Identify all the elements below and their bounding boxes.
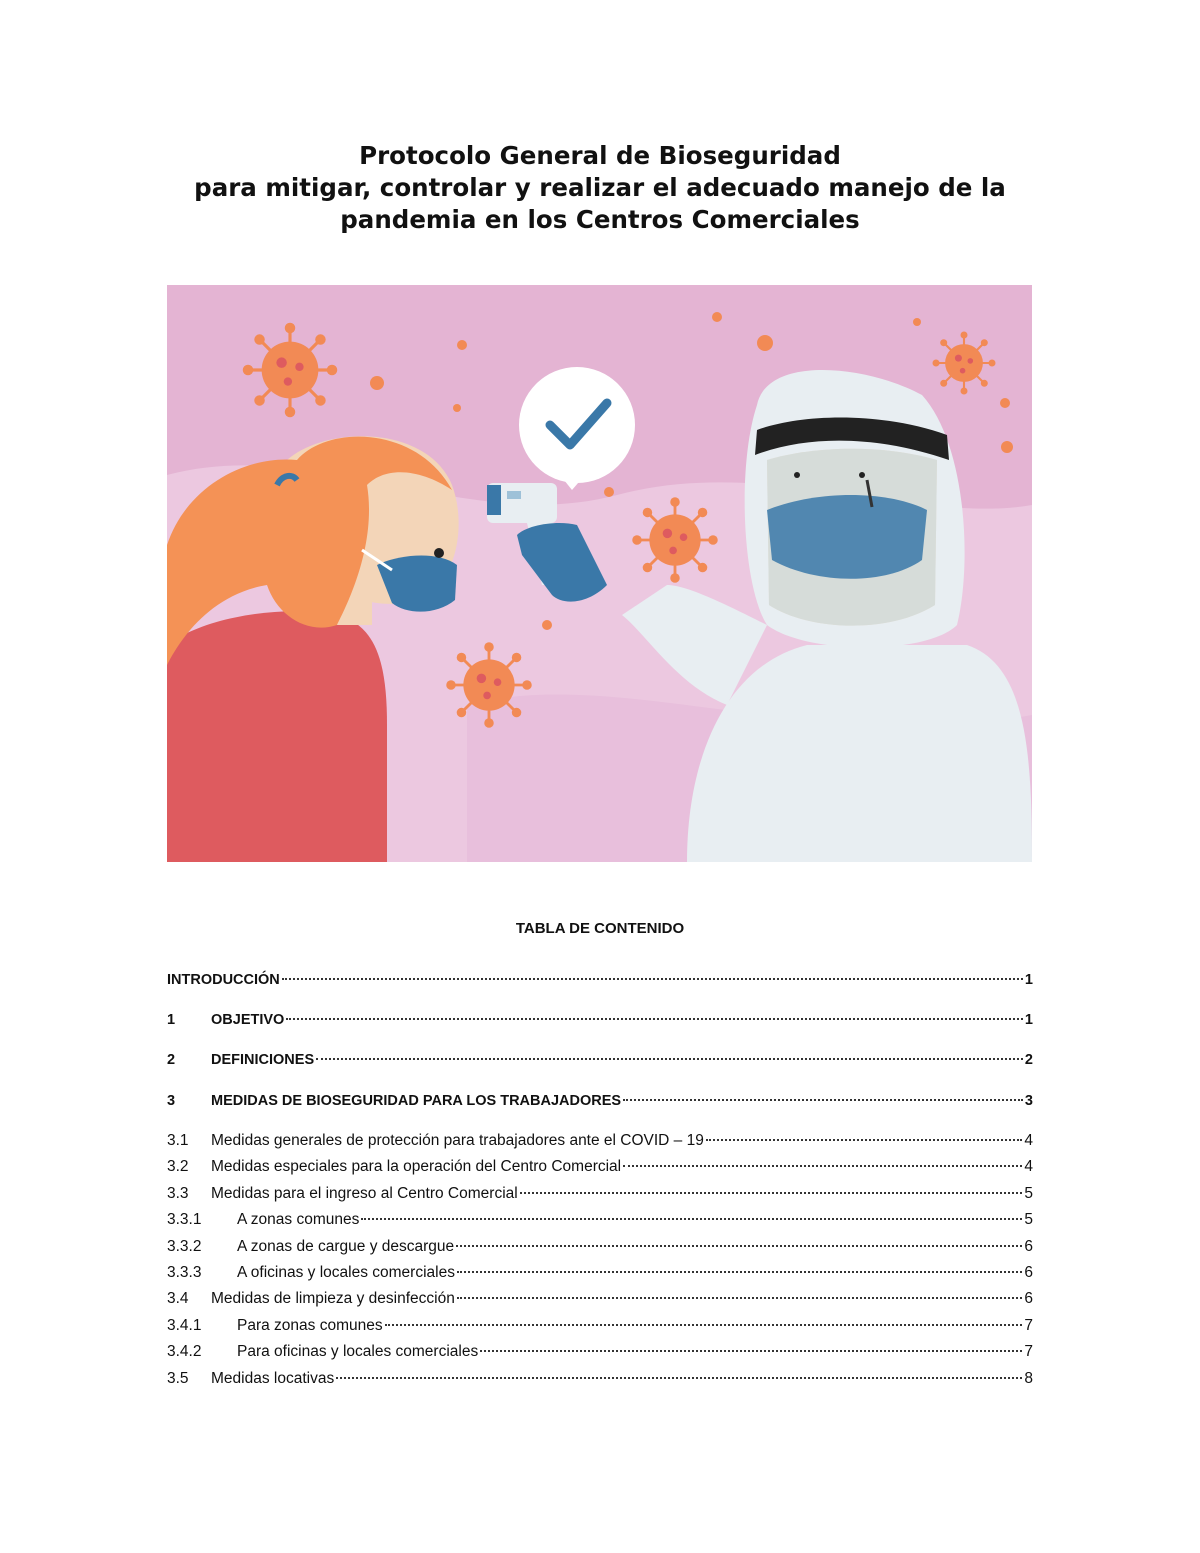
toc-entry-page: 6 xyxy=(1024,1264,1033,1281)
toc-entry-number: 3.1 xyxy=(167,1132,189,1149)
cover-illustration xyxy=(167,285,1032,862)
virus-icon xyxy=(632,497,718,583)
toc-entry-page: 7 xyxy=(1024,1317,1033,1334)
toc-entry-introduccion[interactable] xyxy=(167,972,1033,992)
toc-entry-page: 5 xyxy=(1024,1185,1033,1202)
toc-entry-page: 4 xyxy=(1024,1132,1033,1149)
toc-leader-dots xyxy=(480,1350,1022,1352)
toc-entry-number: 3 xyxy=(167,1093,176,1109)
toc-entry-definiciones[interactable] xyxy=(167,1052,1033,1072)
toc-entry-3-5[interactable] xyxy=(167,1370,1033,1390)
toc-entry-medidas-bioseguridad[interactable] xyxy=(167,1093,1033,1113)
toc-leader-dots xyxy=(623,1165,1022,1167)
toc-entry-label: A zonas de cargue y descargue xyxy=(237,1238,455,1255)
toc-entry-label: Medidas locativas xyxy=(211,1370,335,1387)
title-line-2: para mitigar, controlar y realizar el adecuado manejo de la xyxy=(194,173,1006,202)
toc-entry-page: 7 xyxy=(1024,1343,1033,1360)
toc-entry-label: Medidas para el ingreso al Centro Comercial xyxy=(211,1185,518,1202)
toc-entry-page: 3 xyxy=(1024,1093,1033,1109)
toc-entry-label: A zonas comunes xyxy=(237,1211,360,1228)
toc-entry-3-3-3[interactable] xyxy=(167,1264,1033,1284)
toc-entry-number: 3.3 xyxy=(167,1185,189,1202)
toc-entry-page: 5 xyxy=(1024,1211,1033,1228)
title-line-1: Protocolo General de Bioseguridad xyxy=(359,141,841,170)
toc-leader-dots xyxy=(286,1018,1023,1020)
toc-entry-number: 3.4 xyxy=(167,1290,189,1307)
toc-entry-3-4-2[interactable] xyxy=(167,1343,1033,1363)
toc-entry-number: 3.3.3 xyxy=(167,1264,202,1281)
toc-entry-page: 1 xyxy=(1024,1012,1033,1028)
toc-leader-dots xyxy=(282,978,1023,980)
toc-leader-dots xyxy=(457,1297,1023,1299)
toc-entry-page: 1 xyxy=(1024,972,1033,988)
toc-entry-page: 8 xyxy=(1024,1370,1033,1387)
toc-entry-page: 4 xyxy=(1024,1158,1033,1175)
toc-entry-number: 3.3.2 xyxy=(167,1238,202,1255)
toc-leader-dots xyxy=(456,1245,1022,1247)
toc-leader-dots xyxy=(457,1271,1022,1273)
toc-leader-dots xyxy=(520,1192,1023,1194)
toc-entry-3-2[interactable] xyxy=(167,1158,1033,1178)
toc-entry-label: OBJETIVO xyxy=(211,1012,285,1028)
toc-entry-label: INTRODUCCIÓN xyxy=(167,972,280,988)
toc-entry-number: 3.4.2 xyxy=(167,1343,202,1360)
toc-entry-number: 2 xyxy=(167,1052,176,1068)
title-line-3: pandemia en los Centros Comerciales xyxy=(340,205,860,234)
document-title xyxy=(0,140,1200,236)
toc-heading: TABLA DE CONTENIDO xyxy=(515,920,685,937)
toc-entry-label: Medidas generales de protección para trabajadores ante el COVID – 19 xyxy=(211,1132,704,1149)
toc-leader-dots xyxy=(336,1377,1022,1379)
toc-entry-number: 3.3.1 xyxy=(167,1211,202,1228)
virus-icon xyxy=(933,332,996,395)
toc-entry-number: 3.5 xyxy=(167,1370,189,1387)
toc-entry-page: 6 xyxy=(1024,1238,1033,1255)
toc-entry-page: 6 xyxy=(1024,1290,1033,1307)
toc-entry-label: Medidas especiales para la operación del Centro Comercial xyxy=(211,1158,622,1175)
toc-entry-page: 2 xyxy=(1024,1052,1033,1068)
toc-entry-number: 3.2 xyxy=(167,1158,189,1175)
toc-entry-label: A oficinas y locales comerciales xyxy=(237,1264,455,1281)
toc-entry-label: MEDIDAS DE BIOSEGURIDAD PARA LOS TRABAJADORES xyxy=(211,1093,622,1109)
virus-icon xyxy=(243,323,338,418)
toc-entry-3-3[interactable] xyxy=(167,1185,1033,1205)
toc-leader-dots xyxy=(623,1099,1023,1101)
toc-entry-3-1[interactable] xyxy=(167,1132,1033,1152)
toc-entry-label: Para oficinas y locales comerciales xyxy=(237,1343,479,1360)
toc-entry-3-4-1[interactable] xyxy=(167,1317,1033,1337)
toc-leader-dots xyxy=(361,1218,1022,1220)
toc-entry-objetivo[interactable] xyxy=(167,1012,1033,1032)
toc-leader-dots xyxy=(385,1324,1023,1326)
toc-leader-dots xyxy=(316,1058,1023,1060)
toc-leader-dots xyxy=(706,1139,1023,1141)
toc-entry-3-3-2[interactable] xyxy=(167,1238,1033,1258)
toc-entry-3-3-1[interactable] xyxy=(167,1211,1033,1231)
toc-entry-number: 1 xyxy=(167,1012,176,1028)
toc-entry-number: 3.4.1 xyxy=(167,1317,202,1334)
toc-entry-3-4[interactable] xyxy=(167,1290,1033,1310)
toc-entry-label: Medidas de limpieza y desinfección xyxy=(211,1290,455,1307)
toc-entry-label: Para zonas comunes xyxy=(237,1317,383,1334)
virus-icon xyxy=(446,642,532,728)
toc-entry-label: DEFINICIONES xyxy=(211,1052,315,1068)
